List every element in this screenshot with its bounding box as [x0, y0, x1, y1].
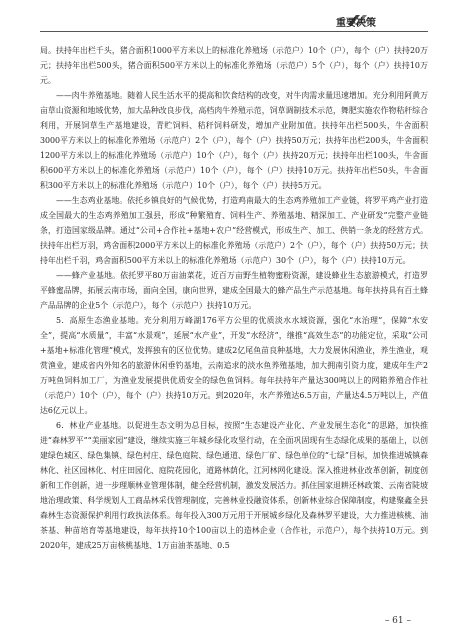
paragraph-fishery: 5．高原生态渔业基地。充分利用万峰湖176平方公里的优质淡水水域资源，强化“水治理”，保障“水安全”，提高“水质量”，丰富“水景观”，延展“水产业”，开发“水经济”，继推“高效生态”的功能定位，采取“公司+基地+标准化管理”模式，发挥独有的区位优势。建成2亿尾鱼苗良种基地，大力发展休闲渔业，养生渔业，观赏渔业，建成省内外知名的旅游休闲垂钓基地，云南追求的淡水鱼养殖基地，加大拥南引资力度，建成年生产2万吨鱼饲料加工厂，为渔业发展提供优质安全的绿色鱼饲料。每年扶持年产量达300吨以上的网箱养殖合作社（示范户）10个（户），每个（户）扶持10万元。到2020年，水产养殖达6.5万亩，产量达4.5万吨以上，产值达6亿元以上。	[40, 316, 428, 415]
paragraph-bee: ——蜂产业基地。依托罗平80万亩油菜花，近百万亩野生植物蜜粉资源，建设蜂业生态旅游模式，打造罗平蜂蜜品牌，拓展云南市场，面向全国，康向世界，建成全国最大的蜂产品生产示范基地。每年扶持具有百土蜂产品品牌的企业5个（示范户），每个（示范户）扶持10万元。	[40, 271, 428, 310]
document-body	[40, 43, 428, 553]
section-header: 重要决策	[336, 18, 376, 29]
paragraph-beef-cattle: ——肉牛养殖基地。随着人民生活水平的提高和饮食结构的改变，对牛肉需求量迅速增加。充分利用阿黄万亩草山资源和地域优势，加大品种改良步伐，高档肉牛养殖示范，饲草调制技术示范，舞肥实施农作物秸秆综合利用，开展饲草生产基地建设，青贮饲料、秸秆饲料研发，增加产业附加值。扶持年出栏500头，牛舍面积3000平方米以上的标准化养殖场（示范户）2个（户），每个（户）扶持50万元；扶持年出栏200头，牛舍面积1200平方米以上的标准化养殖场（示范户）10个（户），每个（户）扶持20万元；扶持年出栏100头，牛舍面积600平方米以上的标准化养殖场（示范户）10个（户），每个（户）扶持10万元。扶持年出栏50头，牛舍面积300平方米以上的标准化养殖场（示范户）10个（户），每个（户）扶持5万元。	[40, 91, 428, 190]
page-number: – 61 –	[384, 616, 411, 626]
paragraph-chicken: ——生态鸡业基地。依托乡镇良好的气候优势，打造鸡南最大的生态鸡养殖加工产业链，将罗平鸡产业打造成全国最大的生态鸡养殖加工强县，形成“种繁殖育、饲料生产、养殖基地、精深加工、产业研发”完整产业链条，打造国家级品牌。通过“公司+合作社+基地+农户”经营模式，形成生产、加工、供销一条龙的经营方式。扶持年出栏万羽，鸡舍面积2000平方米以上的标准化养殖场（示范户）2个（户），每个（户）扶持50万元；扶持年出栏千羽，鸡舍面积500平方米以上的标准化养殖场（示范户）30个（户），每个（户）扶持10万元。	[40, 196, 428, 265]
paragraph-pig: 局。扶持年出栏千头，猪合面积1000平方米以上的标准化养殖场（示范户）10个（户），每个（户）扶持20万元；扶持年出栏500头，猪合面积500平方米以上的标准化养殖场（示范户）5个（户），每个（户）扶持10万元。	[40, 46, 428, 85]
paragraph-forestry: 6．林业产业基地。以促进生态文明为总目标，按照“生态建设产业化、产业发展生态化”的思路，加快推进“森林罗平”“美丽家园”建设，继续实施三年城乡绿化攻坚行动，在全面巩固现有生态绿化成果的基础上，以创建绿色城区、绿色集镇、绿色村庄、绿色庭院、绿色通道、绿色厂矿、绿色单位的“七绿”目标，加快推进城镇森林化、社区园林化、村庄田园化、庭院花园化，道路林荫化，江河林网化建设。深入推进林业改革创新，制度创新和工作创新，进一步理顺林业管理体制，健全经营机制，激发发展活力。抓住国家退耕还林政策、云南省陡坡地治理政策、科学规划人工商品林采伐管理制度，完善林业投融资体系，创新林业综合保障制度，构建聚鑫全县森林生态资源保护利用行政执法体系。每年投入300万元用于开展城乡绿化及森林罗平建设，大力推进核桃、油茶基、种苗培育等基地建设，每年扶持10个100亩以上的造林企业（合作社，示范户），每个扶持10万元。到2020年，建成25万亩核桃基地、1万亩油茶基地、0.5	[40, 421, 428, 550]
header-rule	[40, 31, 428, 32]
